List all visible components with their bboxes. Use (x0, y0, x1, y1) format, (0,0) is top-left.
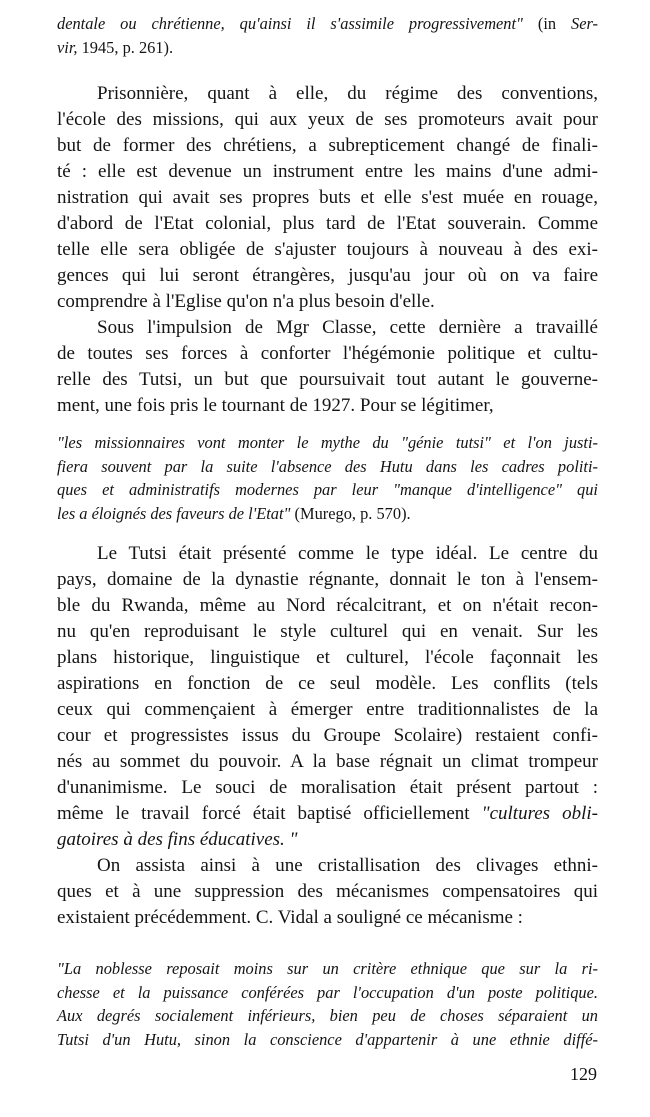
text-segment: Prisonnière, quant à elle, du régime des conventions, (97, 83, 598, 104)
text-segment: Ser- (571, 14, 598, 33)
text-segment: fiera souvent par la suite l'absence des Hutu dans les cadres politi- (57, 456, 598, 476)
text-segment: ment, une fois pris le tournant de 1927. Pour se légitimer, (57, 395, 494, 416)
text-segment: chesse et la puissance conférées par l'occupation d'un poste politique. (57, 982, 598, 1002)
text-line (57, 905, 598, 931)
text-line (57, 263, 598, 289)
text-line (57, 36, 598, 60)
text-line (57, 431, 598, 455)
text-line (57, 879, 598, 905)
text-segment: Sous l'impulsion de Mgr Classe, cette dernière a travaillé (97, 317, 598, 338)
text-segment: d'abord de l'Etat colonial, plus tard de l'Etat souverain. Comme (57, 213, 598, 234)
text-segment: de toutes ses forces à conforter l'hégémonie politique et cultu- (57, 343, 598, 364)
text-segment: existaient précédemment. C. Vidal a souligné ce mécanisme : (57, 907, 523, 928)
text-line (57, 541, 598, 567)
text-line (57, 827, 598, 853)
text-line (57, 237, 598, 263)
text-segment: dentale ou chrétienne, qu'ainsi il s'assimile progressivement" (57, 14, 523, 33)
text-line (57, 81, 598, 107)
text-line (57, 107, 598, 133)
text-segment: aspirations en fonction de ce seul modèle. Les conflits (tels (57, 673, 598, 694)
text-segment: gatoires à des fins éducatives. " (57, 829, 298, 850)
text-line (57, 455, 598, 479)
text-segment: but de former des chrétiens, a subrepticement changé de finali- (57, 135, 598, 156)
text-segment: Tutsi d'un Hutu, sinon la conscience d'appartenir à une ethnie diffé- (57, 1029, 598, 1049)
text-segment: On assista ainsi à une cristallisation des clivages ethni- (97, 855, 598, 876)
text-line (57, 159, 598, 185)
text-line (57, 185, 598, 211)
text-segment: nistration qui avait ses propres buts et elle s'est muée en rouage, (57, 187, 598, 208)
text-line (57, 801, 598, 827)
text-line (57, 645, 598, 671)
text-line (57, 593, 598, 619)
text-line (57, 289, 598, 315)
text-segment: comprendre à l'Eglise qu'on n'a plus besoin d'elle. (57, 291, 435, 312)
text-line (57, 853, 598, 879)
text-line (57, 723, 598, 749)
text-segment: ques et administratifs modernes par leur "manque d'intelligence" qui (57, 480, 598, 499)
text-segment: plans historique, linguistique et culturel, l'école façonnait les (57, 647, 598, 668)
text-segment: "cultures obli- (481, 803, 598, 824)
text-line (57, 671, 598, 697)
text-segment: 1945, p. 261). (77, 37, 174, 57)
text-segment: gences qui lui seront étrangères, jusqu'au jour où on va faire (57, 265, 598, 286)
text-segment: cour et progressistes issus du Groupe Scolaire) restaient confi- (57, 725, 598, 746)
text-segment: l'école des missions, qui aux yeux de ses promoteurs avait pour (57, 109, 598, 130)
text-line (57, 315, 598, 341)
text-segment: (in (522, 14, 572, 33)
text-line (57, 775, 598, 801)
text-segment: vir, (57, 37, 78, 57)
text-line (57, 957, 598, 981)
text-line (57, 1028, 598, 1052)
text-segment: même le travail forcé était baptisé officiellement (57, 803, 482, 824)
text-line (57, 393, 598, 419)
text-line (57, 12, 598, 36)
book-page (57, 12, 598, 1051)
text-segment: ques et à une suppression des mécanismes compensatoires qui (57, 881, 598, 902)
text-segment: "La noblesse reposait moins sur un critère ethnique que sur la ri- (57, 959, 598, 978)
block-quote (57, 12, 598, 59)
text-line (57, 211, 598, 237)
block-quote (57, 431, 598, 525)
text-line (57, 341, 598, 367)
text-segment: relle des Tutsi, un but que poursuivait tout autant le gouverne- (57, 369, 598, 390)
text-segment: ceux qui commençaient à émerger entre traditionnalistes de la (57, 699, 598, 720)
block-quote (57, 957, 598, 1051)
text-line (57, 567, 598, 593)
text-segment: Aux degrés socialement inférieurs, bien peu de choses séparaient un (57, 1006, 598, 1025)
text-segment: nu qu'en reproduisant le style culturel qui en venait. Sur les (57, 621, 598, 642)
text-line (57, 133, 598, 159)
text-segment: telle elle sera obligée de s'ajuster toujours à nouveau à des exi- (57, 239, 598, 260)
text-line (57, 478, 598, 502)
text-segment: Le Tutsi était présenté comme le type idéal. Le centre du (97, 543, 598, 564)
text-line (57, 749, 598, 775)
text-line (57, 367, 598, 393)
text-segment: les a éloignés des faveurs de l'Etat" (57, 503, 291, 523)
text-segment: pays, domaine de la dynastie régnante, donnait le ton à l'ensem- (57, 569, 598, 590)
text-segment: (Murego, p. 570). (290, 503, 411, 523)
text-line (57, 697, 598, 723)
text-segment: "les missionnaires vont monter le mythe du "génie tutsi" et l'on justi- (57, 433, 598, 452)
page-number: 129 (570, 1064, 597, 1084)
body-paragraphs (57, 81, 598, 419)
text-segment: nés au sommet du pouvoir. A la base régnait un climat trompeur (57, 751, 598, 772)
text-segment: té : elle est devenue un instrument entre les mains d'une admi- (57, 161, 598, 182)
body-paragraphs (57, 541, 598, 931)
text-segment: ble du Rwanda, même au Nord récalcitrant, et on n'était recon- (57, 595, 598, 616)
text-segment: d'unanimisme. Le souci de moralisation était présent partout : (57, 777, 598, 798)
text-line (57, 981, 598, 1005)
text-line (57, 1004, 598, 1028)
text-line (57, 502, 598, 526)
text-line (57, 619, 598, 645)
